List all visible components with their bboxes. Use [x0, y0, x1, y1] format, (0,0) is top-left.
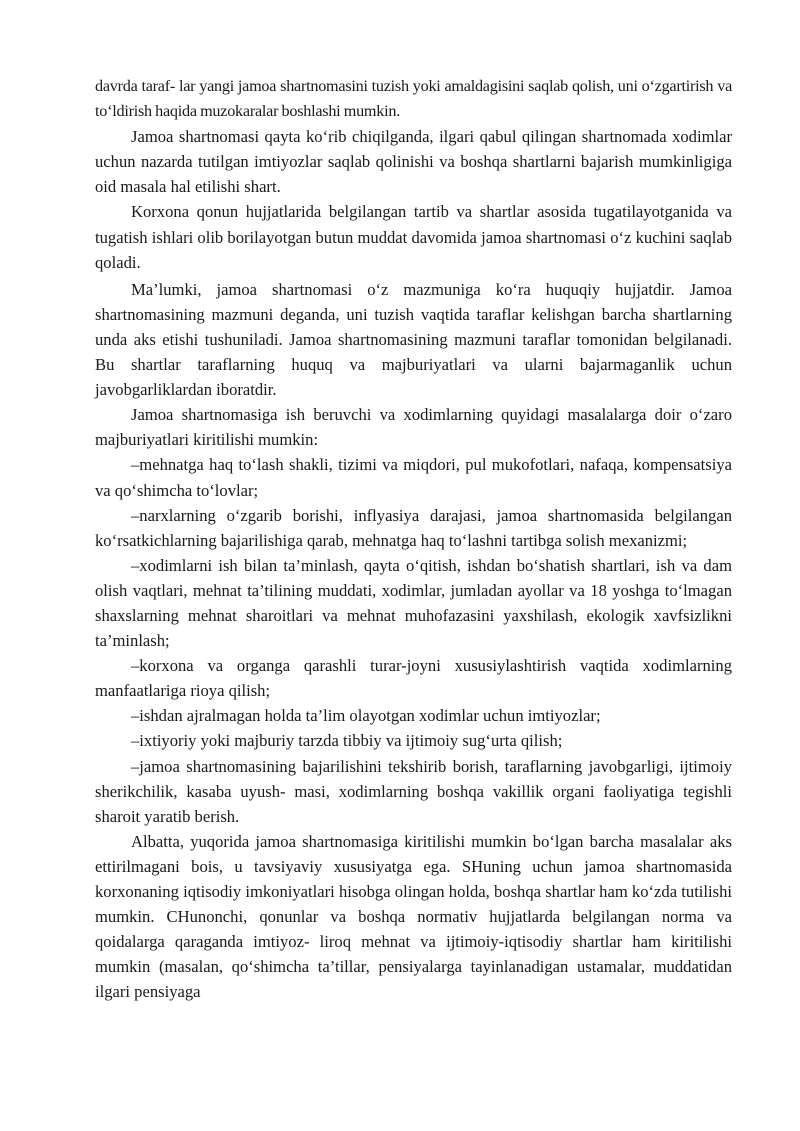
paragraph-obligations-intro: Jamoa shartnomasiga ish beruvchi va xodimlarning quyidagi masalalarga doir o‘zaro majburiyatlari kiritilishi mumkin: — [95, 405, 732, 450]
paragraph-continuation: davrda taraf- lar yangi jamoa shartnomasini tuzish yoki amaldagisini saqlab qolish, uni o‘zgartirish va to‘ldirish haqida muzokaralar boshlashi mumkin. — [95, 77, 732, 121]
paragraph-content: Ma’lumki, jamoa shartnomasi o‘z mazmuniga ko‘ra huquqiy hujjatdir. Jamoa shartnomasining mazmuni deganda, uni tuzish vaqtida taraflar kelishgan barcha shartlarning unda aks etishi tushuniladi. Jamoa shartnomasining mazmuni taraflar tomonidan belgilanadi. Bu shartlar taraflarning huquq va majburiyatlari va ularni bajarmaganlik uchun javobgarliklardan iboratdir. — [95, 279, 732, 400]
paragraph-review: Jamoa shartnomasi qayta ko‘rib chiqilganda, ilgari qabul qilingan shartnomada xodimlar uchun nazarda tutilgan imtiyozlar saqlab qolinishi va boshqa shartlarni bajarish mumkinligiga oid masala hal etilishi shart. — [95, 127, 732, 197]
list-item-employment: –xodimlarni ish bilan ta’minlash, qayta o‘qitish, ishdan bo‘shatish shartlari, ish va dam olish vaqtlari, mehnat ta’tilining muddati, xodimlar, jumladan ayollar va 18 yoshga to‘lmagan shaxslarning mehnat sharoitlari va mehnat muhofazasini yaxshilash, ekologik xavfsizlikni ta’minlash; — [95, 555, 732, 651]
list-item-education: –ishdan ajralmagan holda ta’lim olayotgan xodimlar uchun imtiyozlar; — [131, 706, 601, 726]
list-item-housing: –korxona va organga qarashli turar-joyni xususiylashtirish vaqtida xodimlarning manfaatlariga rioya qilish; — [95, 656, 732, 701]
list-item-wages: –mehnatga haq to‘lash shakli, tizimi va miqdori, pul mukofotlari, nafaqa, kompensatsiya va qo‘shimcha to‘lovlar; — [95, 455, 732, 500]
list-item-insurance: –ixtiyoriy yoki majburiy tarzda tibbiy va ijtimoiy sug‘urta qilish; — [131, 731, 563, 751]
list-item-inflation: –narxlarning o‘zgarib borishi, inflyasiya darajasi, jamoa shartnomasida belgilangan ko‘rsatkichlarning bajarilishiga qarab, mehnatga haq to‘lashni tartibga solish mexanizmi; — [95, 505, 732, 550]
list-item-monitoring: –jamoa shartnomasining bajarilishini tekshirib borish, taraflarning javobgarligi, ijtimoiy sherikchilik, kasaba uyush- masi, xodimlarning boshqa vakillik organi faoliyatiga tegishli sharoit yaratib berish. — [95, 756, 732, 826]
paragraph-liquidation: Korxona qonun hujjatlarida belgilangan tartib va shartlar asosida tugatilayotganida va tugatish ishlari olib borilayotgan butun muddat davomida jamoa shartnomasi o‘z kuchini saqlab qoladi. — [95, 202, 732, 272]
paragraph-recommendation: Albatta, yuqorida jamoa shartnomasiga kiritilishi mumkin bo‘lgan barcha masalalar aks ettirilmagani bois, u tavsiyaviy xususiyatga ega. SHuning uchun jamoa shartnomasida korxonaning iqtisodiy imkoniyatlari hisobga olingan holda, boshqa shartlar ham ko‘zda tutilishi mumkin. CHunonchi, qonunlar va boshqa normativ hujjatlarda belgilangan norma va qoidalarga qaraganda imtiyoz- liroq mehnat va ijtimoiy-iqtisodiy shartlar ham kiritilishi mumkin (masalan, qo‘shimcha ta’tillar, pensiyalarga tayinlanadigan ustamalar, muddatidan ilgari pensiyaga — [95, 831, 732, 1002]
document-page — [95, 74, 732, 1004]
